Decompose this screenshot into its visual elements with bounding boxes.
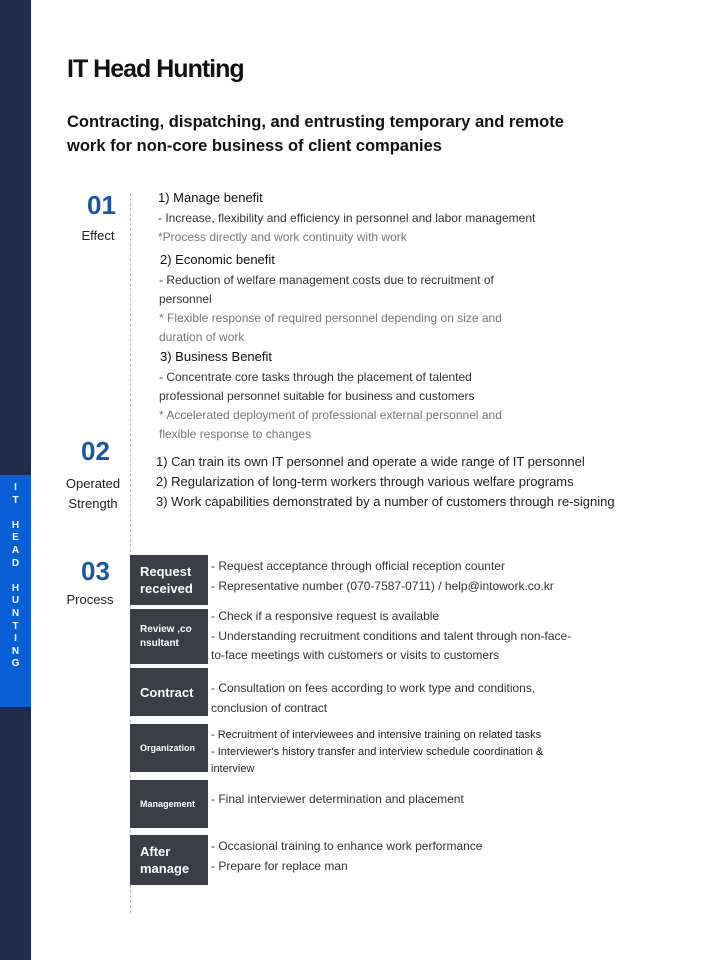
- side-letter: D: [11, 557, 20, 569]
- step-label-line: Review ,co: [140, 623, 192, 635]
- section-label: Effect: [81, 228, 115, 243]
- process-step-label: [130, 668, 208, 716]
- section-label-line: Operated: [65, 476, 121, 491]
- step-line: - Understanding recruitment conditions and talent through non-face-: [211, 628, 572, 643]
- side-letter: I: [14, 482, 17, 493]
- step-label-line: received: [140, 581, 193, 596]
- step-label-line: Management: [140, 799, 196, 809]
- step-line: - Request acceptance through official reception counter: [211, 559, 505, 573]
- process-step-label: [130, 609, 208, 664]
- effect-note: * Accelerated deployment of professional external personnel and: [159, 408, 502, 422]
- section-number: 01: [87, 190, 116, 220]
- step-label-line: After: [140, 844, 171, 859]
- step-line: - Representative number (070-7587-0711) / help@intowork.co.kr: [211, 578, 554, 593]
- step-line: - Check if a responsive request is available: [211, 609, 440, 623]
- side-letter: H: [11, 582, 20, 594]
- step-label-line: nsultant: [140, 637, 179, 649]
- step-label-line: Contract: [140, 684, 194, 700]
- effect-text: professional personnel suitable for business and customers: [159, 389, 475, 403]
- side-letter: G: [11, 658, 20, 670]
- process-step-description: [211, 607, 571, 666]
- process-step-description: [211, 557, 554, 596]
- strength-item: 2) Regularization of long-term workers through various welfare programs: [156, 474, 574, 489]
- process-step-description: [211, 790, 464, 810]
- side-letter: T: [12, 620, 19, 632]
- process-step-label: [130, 555, 208, 605]
- process-step-description: [211, 837, 482, 876]
- step-label-line: manage: [140, 861, 190, 876]
- step-line: conclusion of contract: [211, 700, 328, 715]
- step-line: - Final interviewer determination and placement: [211, 792, 464, 806]
- side-letter: U: [11, 595, 20, 607]
- effect-text: personnel: [159, 292, 212, 306]
- side-letter: E: [12, 532, 19, 544]
- side-letter: H: [11, 519, 20, 531]
- section-number: 02: [81, 436, 110, 466]
- process-step-label: [130, 835, 208, 885]
- process-step-label: [130, 724, 208, 772]
- step-line: - Occasional training to enhance work performance: [211, 839, 483, 853]
- process-step-description: [211, 727, 543, 778]
- step-line: to-face meetings with customers or visits to customers: [211, 648, 500, 662]
- effect-heading: 2) Economic benefit: [160, 252, 275, 267]
- effect-note: flexible response to changes: [159, 427, 312, 441]
- process-step-description: [211, 679, 535, 718]
- step-label-line: Organization: [140, 743, 196, 753]
- step-line: - Recruitment of interviewees and intensive training on related tasks: [211, 729, 542, 741]
- effect-note: *Process directly and work continuity with work: [158, 230, 407, 244]
- section-number: 03: [81, 556, 110, 586]
- side-letter: N: [11, 607, 20, 619]
- side-letter: T: [12, 494, 19, 506]
- effect-note: * Flexible response of required personnel depending on size and: [159, 311, 502, 325]
- side-letter: I: [14, 633, 17, 645]
- step-line: - Interviewer's history transfer and interview schedule coordination &: [211, 746, 544, 758]
- step-line: - Prepare for replace man: [211, 858, 348, 873]
- page-subtitle: Contracting, dispatching, and entrusting temporary and remote work for non-core business of client companies: [67, 113, 564, 155]
- side-letter: A: [11, 544, 20, 556]
- strength-item: 3) Work capabilities demonstrated by a number of customers through re-signing: [156, 494, 615, 509]
- effect-text: - Concentrate core tasks through the placement of talented: [159, 370, 472, 384]
- step-label-line: Request: [140, 564, 192, 579]
- step-line: - Consultation on fees according to work type and conditions,: [211, 681, 536, 695]
- effect-note: duration of work: [159, 330, 245, 344]
- page-title: IT Head Hunting: [67, 55, 244, 83]
- side-vertical-label: [0, 475, 31, 707]
- effect-text: - Increase, flexibility and efficiency in personnel and labor management: [158, 211, 536, 225]
- step-line: interview: [211, 763, 255, 775]
- effect-text: - Reduction of welfare management costs due to recruitment of: [159, 273, 494, 287]
- strength-item: 1) Can train its own IT personnel and operate a wide range of IT personnel: [156, 454, 585, 469]
- process-step-label: [130, 780, 208, 828]
- section-label: Process: [66, 592, 114, 607]
- side-letter: N: [11, 645, 20, 657]
- effect-heading: 1) Manage benefit: [158, 190, 263, 205]
- section-label: [58, 474, 128, 514]
- effect-heading: 3) Business Benefit: [160, 349, 273, 364]
- section-label-line: Strength: [68, 496, 118, 511]
